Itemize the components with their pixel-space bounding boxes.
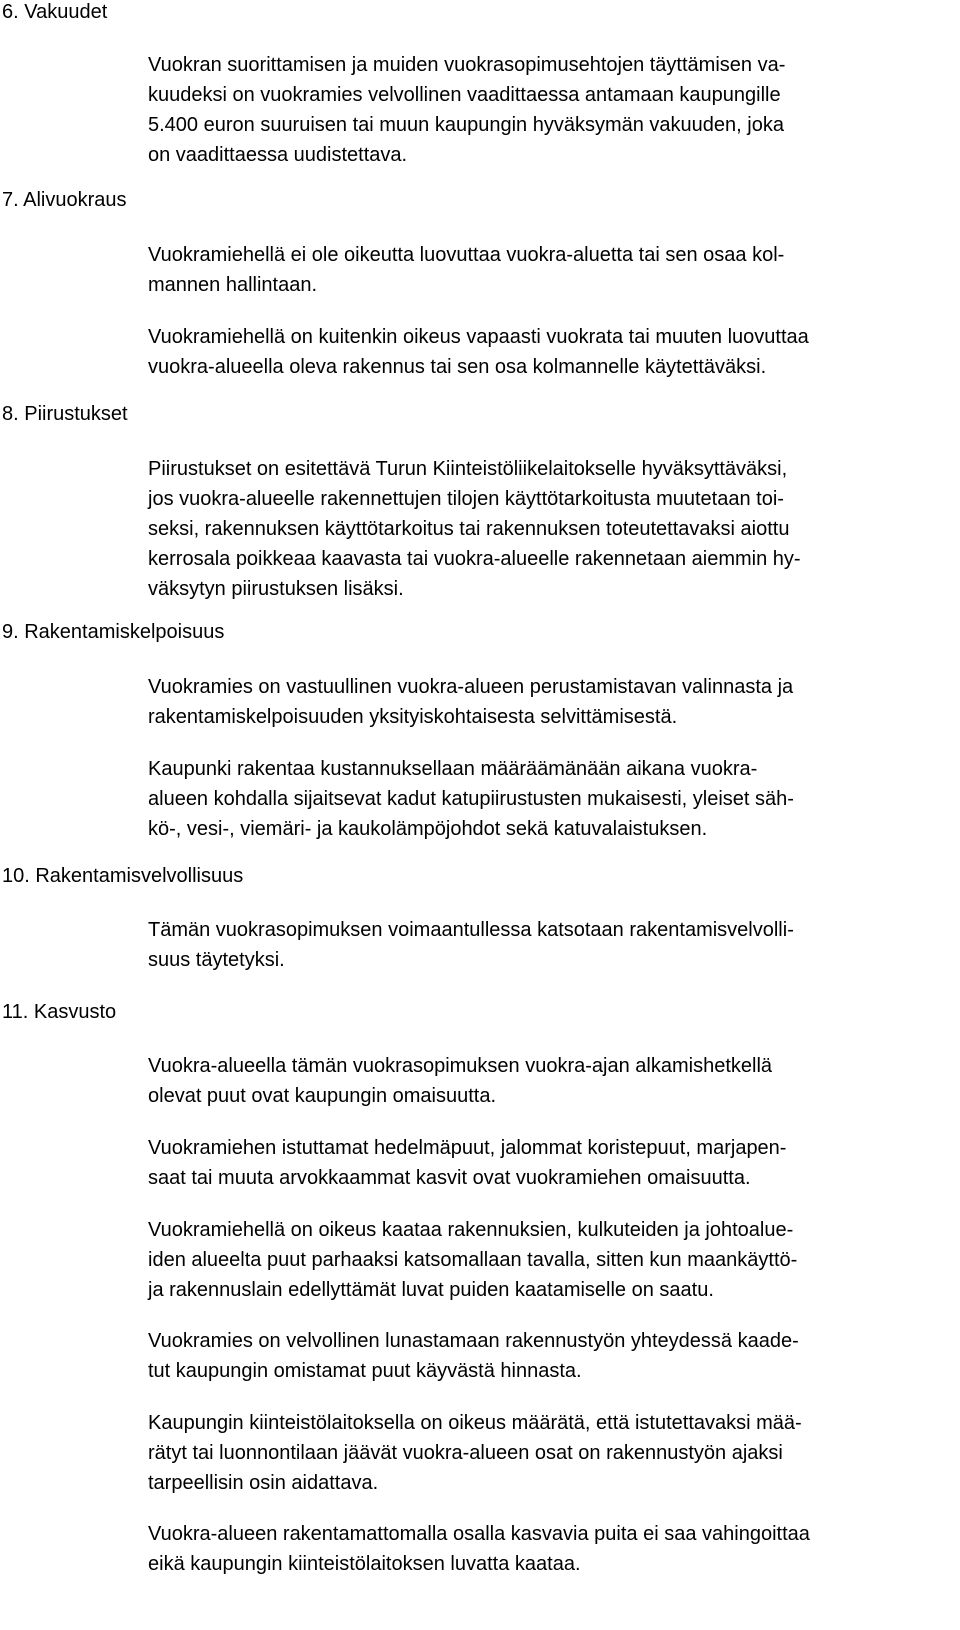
text-line: tut kaupungin omistamat puut käyvästä hinnasta.: [148, 1360, 582, 1382]
text-line: Vuokramies on velvollinen lunastamaan rakennustyön yhteydessä kaade-: [148, 1330, 799, 1352]
text-line: vuokra-alueella oleva rakennus tai sen osa kolmannelle käytettäväksi.: [148, 356, 767, 378]
paragraph: [148, 1133, 938, 1193]
text-line: Vuokramiehellä on kuitenkin oikeus vapaasti vuokrata tai muuten luovuttaa: [148, 326, 809, 348]
paragraph: [148, 915, 938, 975]
text-line: seksi, rakennuksen käyttötarkoitus tai rakennuksen toteutettavaksi aiottu: [148, 518, 790, 540]
text-line: alueen kohdalla sijaitsevat kadut katupiirustusten mukaisesti, yleiset säh-: [148, 788, 794, 810]
text-line: jos vuokra-alueelle rakennettujen tilojen käyttötarkoitusta muutetaan toi-: [148, 488, 784, 510]
paragraph: [148, 322, 938, 382]
paragraph: [148, 1519, 938, 1579]
text-line: on vaadittaessa uudistettava.: [148, 144, 408, 166]
section-heading-piirustukset: 8. Piirustukset: [2, 403, 128, 425]
paragraph: [148, 672, 938, 732]
text-line: tarpeellisin osin aidattava.: [148, 1472, 379, 1494]
text-line: Vuokra-alueella tämän vuokrasopimuksen vuokra-ajan alkamishetkellä: [148, 1055, 773, 1077]
text-line: ja rakennuslain edellyttämät luvat puiden kaatamiselle on saatu.: [148, 1279, 714, 1301]
paragraph: [148, 754, 938, 844]
text-line: väksytyn piirustuksen lisäksi.: [148, 578, 404, 600]
paragraph: [148, 1051, 938, 1111]
text-line: Kaupunki rakentaa kustannuksellaan määräämänään aikana vuokra-: [148, 758, 758, 780]
text-line: suus täytetyksi.: [148, 949, 285, 971]
text-line: Piirustukset on esitettävä Turun Kiinteistöliikelaitokselle hyväksyttäväksi,: [148, 458, 788, 480]
text-line: eikä kaupungin kiinteistölaitoksen luvatta kaataa.: [148, 1553, 581, 1575]
text-line: rätyt tai luonnontilaan jäävät vuokra-alueen osat on rakennustyön ajaksi: [148, 1442, 783, 1464]
text-line: iden alueelta puut parhaaksi katsomallaan tavalla, sitten kun maankäyttö-: [148, 1249, 798, 1271]
text-line: kuudeksi on vuokramies velvollinen vaadittaessa antamaan kaupungille: [148, 84, 781, 106]
text-line: kerrosala poikkeaa kaavasta tai vuokra-alueelle rakennetaan aiemmin hy-: [148, 548, 801, 570]
text-line: Vuokramiehellä ei ole oikeutta luovuttaa vuokra-aluetta tai sen osaa kol-: [148, 244, 785, 266]
text-line: Vuokramies on vastuullinen vuokra-alueen perustamistavan valinnasta ja: [148, 676, 794, 698]
paragraph: [148, 454, 938, 604]
paragraph: [148, 1215, 938, 1305]
text-line: Kaupungin kiinteistölaitoksella on oikeus määrätä, että istutettavaksi mää-: [148, 1412, 802, 1434]
section-heading-rakentamisvelvollisuus: 10. Rakentamisvelvollisuus: [2, 865, 244, 887]
section-heading-vakuudet: 6. Vakuudet: [2, 1, 108, 23]
text-line: olevat puut ovat kaupungin omaisuutta.: [148, 1085, 497, 1107]
section-heading-kasvusto: 11. Kasvusto: [2, 1001, 117, 1023]
text-line: 5.400 euron suuruisen tai muun kaupungin hyväksymän vakuuden, joka: [148, 114, 784, 136]
text-line: mannen hallintaan.: [148, 274, 318, 296]
paragraph: [148, 50, 938, 170]
section-heading-alivuokraus: 7. Alivuokraus: [2, 189, 127, 211]
text-line: rakentamiskelpoisuuden yksityiskohtaisesta selvittämisestä.: [148, 706, 678, 728]
text-line: Tämän vuokrasopimuksen voimaantullessa katsotaan rakentamisvelvolli-: [148, 919, 794, 941]
text-line: Vuokramiehen istuttamat hedelmäpuut, jalommat koristepuut, marjapen-: [148, 1137, 787, 1159]
text-line: saat tai muuta arvokkaammat kasvit ovat vuokramiehen omaisuutta.: [148, 1167, 751, 1189]
text-line: kö-, vesi-, viemäri- ja kaukolämpöjohdot sekä katuvalaistuksen.: [148, 818, 708, 840]
text-line: Vuokra-alueen rakentamattomalla osalla kasvavia puita ei saa vahingoittaa: [148, 1523, 810, 1545]
text-line: Vuokramiehellä on oikeus kaataa rakennuksien, kulkuteiden ja johtoalue-: [148, 1219, 794, 1241]
paragraph: [148, 1408, 938, 1498]
paragraph: [148, 1326, 938, 1386]
paragraph: [148, 240, 938, 300]
text-line: Vuokran suorittamisen ja muiden vuokrasopimusehtojen täyttämisen va-: [148, 54, 786, 76]
section-heading-rakentamiskelpoisuus: 9. Rakentamiskelpoisuus: [2, 621, 225, 643]
